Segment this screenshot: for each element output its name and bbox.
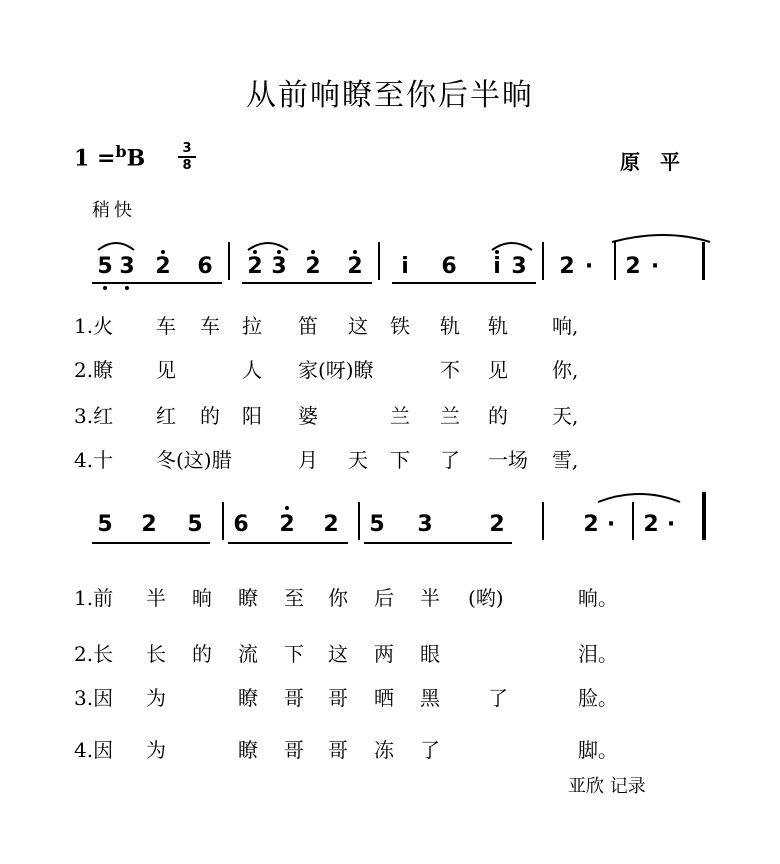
lyric-word: 半 xyxy=(146,586,166,610)
lyric-word: 家(呀)瞭 xyxy=(298,358,374,382)
octave-dot xyxy=(125,286,129,290)
lyric-word: 车 xyxy=(156,314,176,338)
lyric-word: 轨 xyxy=(440,314,460,338)
lyric-word: 黑 xyxy=(420,686,440,710)
lyric-word: 哥 xyxy=(284,738,304,762)
note: 5 xyxy=(369,512,385,537)
final-bar-line xyxy=(702,242,705,280)
note: 2 xyxy=(279,512,295,537)
lyric-word: 月 xyxy=(298,448,318,472)
lyric-word: 2.瞭 xyxy=(74,358,114,382)
lyric-word: 两 xyxy=(374,642,394,666)
octave-dot xyxy=(103,286,107,290)
note: 2 xyxy=(489,512,505,537)
lyric-word: 3.红 xyxy=(74,404,114,428)
octave-dot xyxy=(253,250,257,254)
lyric-word: 了 xyxy=(488,686,508,710)
note: · xyxy=(584,254,594,279)
lyric-word: 人 xyxy=(242,358,262,382)
lyric-word: 响, xyxy=(552,314,579,338)
note: 2 xyxy=(141,512,157,537)
key-base: 1 = xyxy=(74,145,116,172)
bar-line xyxy=(222,502,224,540)
lyric-word: 轨 xyxy=(488,314,508,338)
lyric-word: 红 xyxy=(156,404,176,428)
lyric-word: 后 xyxy=(374,586,394,610)
beat-underline xyxy=(92,542,210,544)
lyric-word: 长 xyxy=(146,642,166,666)
lyric-word: 哥 xyxy=(328,738,348,762)
octave-dot xyxy=(311,250,315,254)
note: 6 xyxy=(233,512,249,537)
song-title: 从前响瞭至你后半晌 xyxy=(246,78,534,113)
lyric-word: 车 xyxy=(200,314,220,338)
lyric-word: 一场 xyxy=(488,448,528,472)
lyric-word: 阳 xyxy=(242,404,262,428)
lyric-word: 流 xyxy=(238,642,258,666)
bar-line xyxy=(228,242,230,280)
bar-line xyxy=(632,502,634,540)
lyric-word: 瞭 xyxy=(238,738,258,762)
beat-underline xyxy=(228,542,348,544)
octave-dot xyxy=(495,250,499,254)
note: 3 xyxy=(271,254,287,279)
lyric-word: 你, xyxy=(552,358,579,382)
note: i xyxy=(401,254,409,279)
octave-dot xyxy=(161,250,165,254)
bar-line xyxy=(378,242,380,280)
bar-line xyxy=(358,502,360,540)
slur-marks-2 xyxy=(80,488,720,518)
lyric-word: 了 xyxy=(420,738,440,762)
note: 2 xyxy=(625,254,641,279)
time-signature xyxy=(178,142,196,172)
lyric-word: 晌。 xyxy=(578,586,618,610)
lyric-word: 为 xyxy=(146,686,166,710)
lyric-word: 1.火 xyxy=(74,314,114,338)
octave-dot xyxy=(285,506,289,510)
lyric-word: 拉 xyxy=(242,314,262,338)
bar-line xyxy=(614,242,616,280)
meter-top: 3 xyxy=(182,141,192,156)
lyric-word: 这 xyxy=(328,642,348,666)
note: 2 xyxy=(323,512,339,537)
octave-dot xyxy=(277,250,281,254)
bar-line xyxy=(542,502,544,540)
note: 2 xyxy=(155,254,171,279)
meter-bottom: 8 xyxy=(182,158,192,173)
lyric-word: 的 xyxy=(200,404,220,428)
note: 3 xyxy=(119,254,135,279)
lyric-word: 冬(这)腊 xyxy=(156,448,232,472)
lyric-word: 见 xyxy=(156,358,176,382)
note: 3 xyxy=(511,254,527,279)
note: 5 xyxy=(187,512,203,537)
lyric-word: 你 xyxy=(328,586,348,610)
bar-line xyxy=(542,242,544,280)
lyric-word: 4.因 xyxy=(74,738,114,762)
lyric-word: 天 xyxy=(348,448,368,472)
lyric-word: 泪。 xyxy=(578,642,618,666)
note: 5 xyxy=(97,512,113,537)
lyric-word: 脚。 xyxy=(578,738,618,762)
beat-underline xyxy=(392,282,536,284)
note: 2 xyxy=(247,254,263,279)
note: 3 xyxy=(417,512,433,537)
lyric-word: 的 xyxy=(192,642,212,666)
lyric-word: 的 xyxy=(488,404,508,428)
lyric-word: 哥 xyxy=(284,686,304,710)
note: 2 xyxy=(643,512,659,537)
lyric-word: 脸。 xyxy=(578,686,618,710)
lyric-word: 冻 xyxy=(374,738,394,762)
lyric-word: 为 xyxy=(146,738,166,762)
lyric-word: 雪, xyxy=(552,448,579,472)
lyric-word: (哟) xyxy=(468,586,504,610)
lyric-word: 瞭 xyxy=(238,686,258,710)
lyric-word: 见 xyxy=(488,358,508,382)
note: 2 xyxy=(347,254,363,279)
note: · xyxy=(666,512,676,537)
lyric-word: 天, xyxy=(552,404,579,428)
lyric-word: 不 xyxy=(440,358,460,382)
note: 5 xyxy=(97,254,113,279)
lyric-word: 2.长 xyxy=(74,642,114,666)
octave-dot xyxy=(353,250,357,254)
lyric-word: 晒 xyxy=(374,686,394,710)
flat-sign: b xyxy=(115,142,127,161)
lyric-word: 晌 xyxy=(192,586,212,610)
lyric-word: 至 xyxy=(284,586,304,610)
key-signature xyxy=(74,142,145,171)
score-line-1 xyxy=(80,232,720,302)
note: i xyxy=(493,254,501,279)
note: 6 xyxy=(441,254,457,279)
note: 2 xyxy=(583,512,599,537)
lyric-word: 铁 xyxy=(390,314,410,338)
lyric-word: 了 xyxy=(440,448,460,472)
lyric-word: 眼 xyxy=(420,642,440,666)
author: 原平 xyxy=(620,150,700,174)
lyric-word: 下 xyxy=(390,448,410,472)
score-line-2 xyxy=(80,488,720,558)
note: · xyxy=(606,512,616,537)
key-note: B xyxy=(126,145,146,172)
note: 2 xyxy=(559,254,575,279)
lyric-word: 哥 xyxy=(328,686,348,710)
note: · xyxy=(650,254,660,279)
lyric-word: 笛 xyxy=(298,314,318,338)
lyric-word: 兰 xyxy=(390,404,410,428)
beat-underline xyxy=(92,282,222,284)
beat-underline xyxy=(242,282,372,284)
lyric-word: 1.前 xyxy=(74,586,114,610)
beat-underline xyxy=(364,542,512,544)
note: 6 xyxy=(197,254,213,279)
lyric-word: 瞭 xyxy=(238,586,258,610)
note: 2 xyxy=(305,254,321,279)
tempo-marking: 稍快 xyxy=(92,200,136,221)
lyric-word: 婆 xyxy=(298,404,318,428)
lyric-word: 3.因 xyxy=(74,686,114,710)
lyric-word: 这 xyxy=(348,314,368,338)
lyric-word: 4.十 xyxy=(74,448,114,472)
lyric-word: 兰 xyxy=(440,404,460,428)
final-bar-line xyxy=(702,492,706,540)
lyric-word: 半 xyxy=(420,586,440,610)
lyric-word: 下 xyxy=(284,642,304,666)
transcriber-credit: 亚欣 记录 xyxy=(568,776,646,797)
